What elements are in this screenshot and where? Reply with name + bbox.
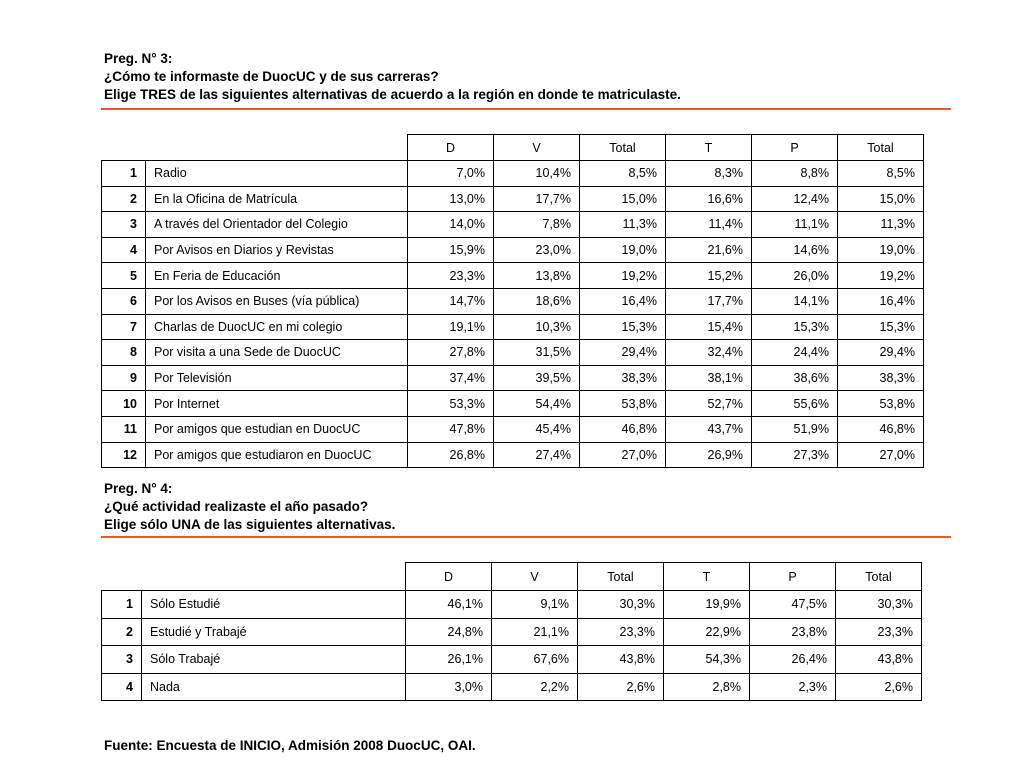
row-number: 12 [102, 442, 146, 468]
value-cell: 15,9% [408, 237, 494, 263]
row-label: Por los Avisos en Buses (vía pública) [146, 288, 408, 314]
value-cell: 23,8% [750, 618, 836, 646]
value-cell: 14,0% [408, 212, 494, 238]
value-cell: 46,8% [580, 416, 666, 442]
value-cell: 8,3% [666, 161, 752, 187]
value-cell: 17,7% [494, 186, 580, 212]
value-cell: 16,4% [838, 288, 924, 314]
table-row [102, 646, 922, 674]
row-number: 5 [102, 263, 146, 289]
value-cell: 19,0% [580, 237, 666, 263]
value-cell: 27,4% [494, 442, 580, 468]
column-header: D [406, 563, 492, 591]
column-header: P [750, 563, 836, 591]
value-cell: 2,3% [750, 673, 836, 701]
row-number: 7 [102, 314, 146, 340]
value-cell: 16,4% [580, 288, 666, 314]
value-cell: 53,3% [408, 391, 494, 417]
value-cell: 14,6% [752, 237, 838, 263]
value-cell: 11,3% [580, 212, 666, 238]
value-cell: 15,0% [580, 186, 666, 212]
value-cell: 52,7% [666, 391, 752, 417]
value-cell: 67,6% [492, 646, 578, 674]
value-cell: 46,8% [838, 416, 924, 442]
row-number: 4 [102, 237, 146, 263]
value-cell: 12,4% [752, 186, 838, 212]
row-number: 3 [102, 212, 146, 238]
header-blank [102, 563, 406, 591]
value-cell: 26,9% [666, 442, 752, 468]
column-header: Total [836, 563, 922, 591]
value-cell: 30,3% [836, 591, 922, 619]
value-cell: 26,1% [406, 646, 492, 674]
row-number: 10 [102, 391, 146, 417]
q4-table [101, 562, 922, 701]
row-label: Por Televisión [146, 365, 408, 391]
table-row [102, 673, 922, 701]
row-number: 11 [102, 416, 146, 442]
q3-heading [104, 50, 681, 104]
value-cell: 38,6% [752, 365, 838, 391]
header-row [102, 563, 922, 591]
value-cell: 43,8% [836, 646, 922, 674]
value-cell: 21,6% [666, 237, 752, 263]
value-cell: 2,8% [664, 673, 750, 701]
value-cell: 46,1% [406, 591, 492, 619]
value-cell: 19,1% [408, 314, 494, 340]
row-label: En la Oficina de Matrícula [146, 186, 408, 212]
value-cell: 23,3% [408, 263, 494, 289]
value-cell: 15,3% [838, 314, 924, 340]
column-header: Total [578, 563, 664, 591]
value-cell: 15,2% [666, 263, 752, 289]
value-cell: 10,4% [494, 161, 580, 187]
table-row [102, 340, 924, 366]
value-cell: 26,8% [408, 442, 494, 468]
row-number: 1 [102, 591, 142, 619]
value-cell: 2,6% [578, 673, 664, 701]
value-cell: 14,1% [752, 288, 838, 314]
value-cell: 43,8% [578, 646, 664, 674]
value-cell: 45,4% [494, 416, 580, 442]
value-cell: 27,3% [752, 442, 838, 468]
row-number: 8 [102, 340, 146, 366]
column-header: Total [838, 135, 924, 161]
value-cell: 11,3% [838, 212, 924, 238]
row-label: Radio [146, 161, 408, 187]
value-cell: 23,3% [836, 618, 922, 646]
q3-question: ¿Cómo te informaste de DuocUC y de sus carreras? [104, 69, 439, 84]
column-header: V [494, 135, 580, 161]
value-cell: 13,8% [494, 263, 580, 289]
q3-divider [101, 108, 951, 110]
q4-divider [101, 536, 951, 538]
row-number: 2 [102, 618, 142, 646]
row-label: Estudié y Trabajé [142, 618, 406, 646]
value-cell: 8,5% [580, 161, 666, 187]
column-header: V [492, 563, 578, 591]
value-cell: 53,8% [838, 391, 924, 417]
row-number: 3 [102, 646, 142, 674]
value-cell: 26,0% [752, 263, 838, 289]
value-cell: 23,0% [494, 237, 580, 263]
table-row [102, 391, 924, 417]
value-cell: 37,4% [408, 365, 494, 391]
value-cell: 54,4% [494, 391, 580, 417]
q3-table [101, 134, 924, 468]
value-cell: 24,4% [752, 340, 838, 366]
value-cell: 23,3% [578, 618, 664, 646]
value-cell: 27,0% [838, 442, 924, 468]
value-cell: 54,3% [664, 646, 750, 674]
value-cell: 55,6% [752, 391, 838, 417]
row-label: A través del Orientador del Colegio [146, 212, 408, 238]
value-cell: 8,8% [752, 161, 838, 187]
row-number: 2 [102, 186, 146, 212]
value-cell: 29,4% [580, 340, 666, 366]
row-label: Sólo Trabajé [142, 646, 406, 674]
table-row [102, 237, 924, 263]
value-cell: 29,4% [838, 340, 924, 366]
value-cell: 31,5% [494, 340, 580, 366]
value-cell: 19,0% [838, 237, 924, 263]
value-cell: 19,9% [664, 591, 750, 619]
value-cell: 30,3% [578, 591, 664, 619]
table-row [102, 186, 924, 212]
value-cell: 47,8% [408, 416, 494, 442]
q4-instruction: Elige sólo UNA de las siguientes alternativas. [104, 517, 396, 532]
value-cell: 43,7% [666, 416, 752, 442]
column-header: Total [580, 135, 666, 161]
column-header: D [408, 135, 494, 161]
value-cell: 47,5% [750, 591, 836, 619]
row-label: Por visita a una Sede de DuocUC [146, 340, 408, 366]
table-row [102, 618, 922, 646]
value-cell: 2,2% [492, 673, 578, 701]
header-blank [102, 135, 408, 161]
value-cell: 27,8% [408, 340, 494, 366]
value-cell: 15,0% [838, 186, 924, 212]
table-row [102, 442, 924, 468]
value-cell: 53,8% [580, 391, 666, 417]
value-cell: 7,0% [408, 161, 494, 187]
table-row [102, 314, 924, 340]
value-cell: 21,1% [492, 618, 578, 646]
value-cell: 51,9% [752, 416, 838, 442]
table-row [102, 161, 924, 187]
row-label: Por amigos que estudian en DuocUC [146, 416, 408, 442]
header-row [102, 135, 924, 161]
value-cell: 26,4% [750, 646, 836, 674]
row-label: Nada [142, 673, 406, 701]
value-cell: 19,2% [580, 263, 666, 289]
value-cell: 16,6% [666, 186, 752, 212]
value-cell: 17,7% [666, 288, 752, 314]
q4-title: Preg. N° 4: [104, 481, 173, 496]
value-cell: 7,8% [494, 212, 580, 238]
row-number: 4 [102, 673, 142, 701]
row-number: 1 [102, 161, 146, 187]
value-cell: 11,1% [752, 212, 838, 238]
value-cell: 38,3% [838, 365, 924, 391]
value-cell: 22,9% [664, 618, 750, 646]
row-number: 9 [102, 365, 146, 391]
column-header: P [752, 135, 838, 161]
value-cell: 39,5% [494, 365, 580, 391]
q4-question: ¿Qué actividad realizaste el año pasado? [104, 499, 369, 514]
source-note: Fuente: Encuesta de INICIO, Admisión 2008 DuocUC, OAI. [104, 738, 476, 753]
table-row [102, 591, 922, 619]
table-row [102, 288, 924, 314]
value-cell: 13,0% [408, 186, 494, 212]
value-cell: 3,0% [406, 673, 492, 701]
column-header: T [664, 563, 750, 591]
row-label: En Feria de Educación [146, 263, 408, 289]
value-cell: 15,3% [752, 314, 838, 340]
value-cell: 14,7% [408, 288, 494, 314]
value-cell: 38,1% [666, 365, 752, 391]
value-cell: 38,3% [580, 365, 666, 391]
row-label: Charlas de DuocUC en mi colegio [146, 314, 408, 340]
row-label: Por Avisos en Diarios y Revistas [146, 237, 408, 263]
q3-title: Preg. N° 3: [104, 51, 173, 66]
value-cell: 9,1% [492, 591, 578, 619]
column-header: T [666, 135, 752, 161]
value-cell: 2,6% [836, 673, 922, 701]
table-row [102, 416, 924, 442]
value-cell: 32,4% [666, 340, 752, 366]
value-cell: 10,3% [494, 314, 580, 340]
value-cell: 24,8% [406, 618, 492, 646]
table-row [102, 365, 924, 391]
q4-heading [104, 480, 395, 534]
row-number: 6 [102, 288, 146, 314]
table-row [102, 212, 924, 238]
row-label: Por Internet [146, 391, 408, 417]
value-cell: 15,4% [666, 314, 752, 340]
row-label: Por amigos que estudiaron en DuocUC [146, 442, 408, 468]
value-cell: 8,5% [838, 161, 924, 187]
value-cell: 18,6% [494, 288, 580, 314]
value-cell: 19,2% [838, 263, 924, 289]
row-label: Sólo Estudié [142, 591, 406, 619]
value-cell: 27,0% [580, 442, 666, 468]
value-cell: 15,3% [580, 314, 666, 340]
q3-instruction: Elige TRES de las siguientes alternativas de acuerdo a la región en donde te matriculaste. [104, 87, 681, 102]
table-row [102, 263, 924, 289]
value-cell: 11,4% [666, 212, 752, 238]
